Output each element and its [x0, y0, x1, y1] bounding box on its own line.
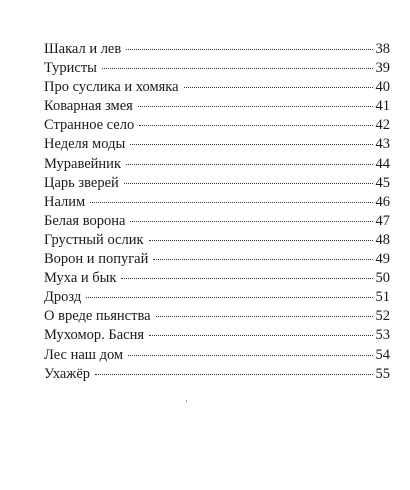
dot-leader [102, 68, 373, 69]
toc-entry-title: Мухомор. Басня [44, 327, 145, 344]
toc-entry-page-number: 48 [375, 231, 390, 248]
toc-entry-page-number: 41 [375, 98, 390, 115]
toc-entry [44, 155, 390, 174]
toc-entry-title: Белая ворона [44, 212, 126, 229]
toc-entry-page-number: 43 [375, 136, 390, 153]
dot-leader [138, 106, 373, 107]
dot-leader [124, 183, 373, 184]
toc-entry-page-number: 42 [375, 117, 390, 134]
toc-entry-title: Дрозд [44, 289, 82, 306]
toc-entry [44, 97, 390, 116]
toc-entry-page-number: 51 [375, 289, 390, 306]
toc-entry-title: Ворон и попугай [44, 251, 149, 268]
dot-leader [149, 335, 372, 336]
dot-leader [184, 87, 373, 88]
toc-entry [44, 59, 390, 78]
toc-entry [44, 269, 390, 288]
toc-entry [44, 78, 390, 97]
toc-entry [44, 346, 390, 365]
dot-leader [139, 125, 372, 126]
toc-entry-page-number: 40 [375, 79, 390, 96]
toc-entry [44, 116, 390, 135]
dot-leader [126, 164, 373, 165]
toc-entry [44, 193, 390, 212]
table-of-contents [44, 40, 390, 384]
toc-entry [44, 326, 390, 345]
toc-entry-title: Налим [44, 193, 86, 210]
toc-entry-title: Лес наш дом [44, 346, 124, 363]
toc-entry-page-number: 54 [375, 346, 390, 363]
toc-entry-title: Коварная змея [44, 98, 133, 115]
dot-leader [130, 221, 372, 222]
toc-entry-page-number: 49 [375, 251, 390, 268]
dot-leader [126, 49, 372, 50]
toc-entry-title: Грустный ослик [44, 231, 144, 248]
dot-leader [156, 316, 373, 317]
toc-entry [44, 365, 390, 384]
toc-entry [44, 135, 390, 154]
toc-entry [44, 174, 390, 193]
toc-entry-page-number: 53 [375, 327, 390, 344]
toc-entry-page-number: 44 [375, 155, 390, 172]
print-speck [186, 400, 187, 402]
toc-entry [44, 231, 390, 250]
dot-leader [128, 355, 372, 356]
dot-leader [153, 259, 372, 260]
dot-leader [90, 202, 372, 203]
toc-entry-page-number: 46 [375, 193, 390, 210]
toc-entry-title: Муравейник [44, 155, 121, 172]
toc-entry-title: Про суслика и хомяка [44, 79, 179, 96]
dot-leader [121, 278, 372, 279]
toc-entry [44, 40, 390, 59]
toc-entry-title: Туристы [44, 60, 97, 77]
dot-leader [86, 297, 372, 298]
toc-entry [44, 288, 390, 307]
toc-entry-page-number: 39 [375, 60, 390, 77]
dot-leader [149, 240, 373, 241]
toc-entry-page-number: 47 [375, 212, 390, 229]
toc-entry-title: Шакал и лев [44, 41, 122, 57]
toc-entry-title: О вреде пьянства [44, 308, 151, 325]
toc-entry-page-number: 55 [375, 365, 390, 382]
toc-entry [44, 307, 390, 326]
toc-entry [44, 250, 390, 269]
dot-leader [130, 144, 372, 145]
toc-entry-page-number: 50 [375, 270, 390, 287]
toc-entry-title: Царь зверей [44, 174, 119, 191]
toc-entry-page-number: 38 [375, 41, 390, 57]
toc-entry-page-number: 45 [375, 174, 390, 191]
toc-entry-page-number: 52 [375, 308, 390, 325]
toc-entry-title: Неделя моды [44, 136, 126, 153]
toc-entry-title: Ухажёр [44, 365, 91, 382]
toc-entry-title: Странное село [44, 117, 135, 134]
dot-leader [95, 374, 372, 375]
toc-entry-title: Муха и бык [44, 270, 117, 287]
toc-entry [44, 212, 390, 231]
